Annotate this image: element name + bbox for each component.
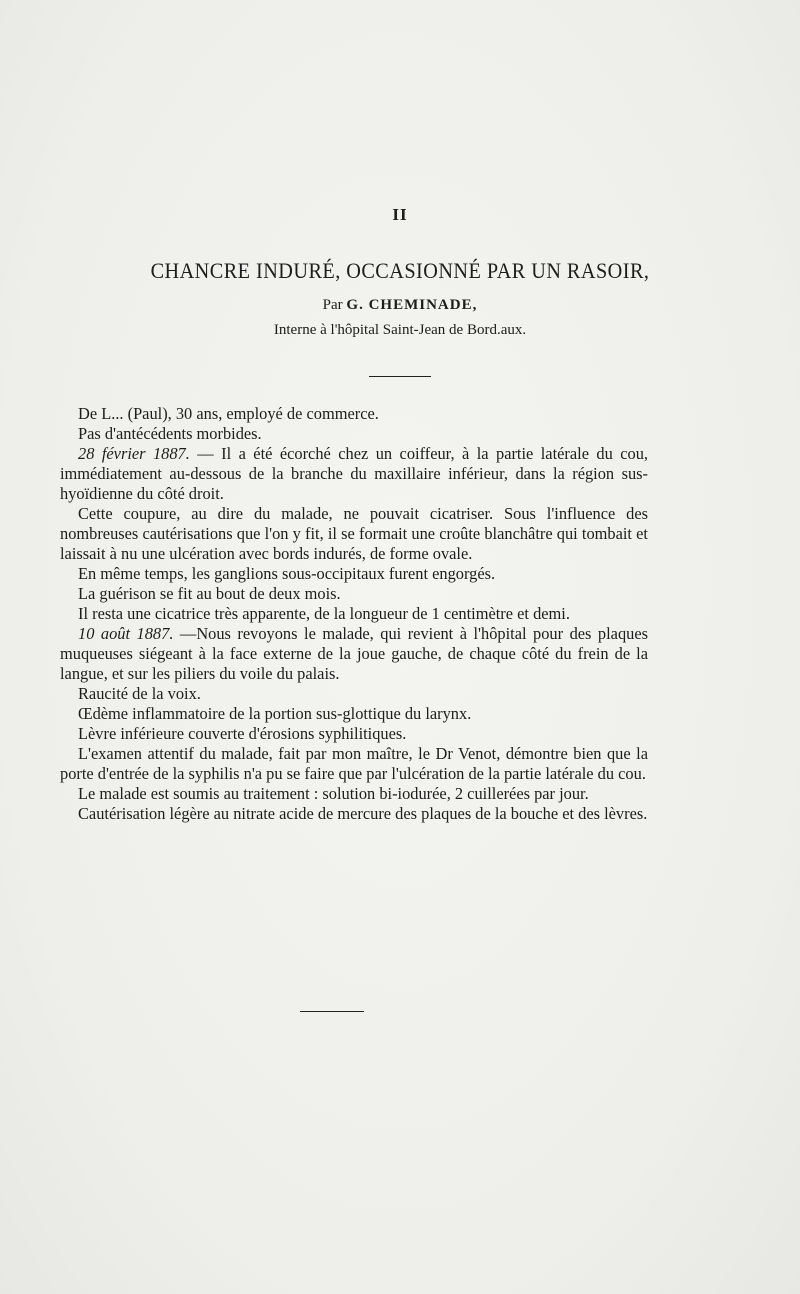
author-affiliation: Interne à l'hôpital Saint-Jean de Bord.aux.	[273, 322, 527, 338]
paragraph	[60, 624, 648, 684]
author-name: G. CHEMINADE,	[346, 297, 478, 313]
paragraph: En même temps, les ganglions sous-occipitaux furent engorgés.	[78, 564, 496, 583]
paragraph: Raucité de la voix.	[78, 684, 201, 703]
paragraph	[60, 444, 648, 504]
byline-prefix: Par	[322, 297, 343, 313]
divider-top	[369, 376, 431, 377]
paragraph: Cette coupure, au dire du malade, ne pouvait cicatriser. Sous l'influence des nombreuses cautérisations que l'on y fit, il se formait une croûte blanchâtre qui tombait et laissait à nu une ulcération avec bords indurés, de forme ovale.	[60, 504, 648, 563]
paragraph: L'examen attentif du malade, fait par mon maître, le Dr Venot, démontre bien que la porte d'entrée de la syphilis n'a pu se faire que par l'ulcération de la partie latérale du cou.	[60, 744, 648, 783]
paragraph: Pas d'antécédents morbides.	[78, 424, 262, 443]
paragraph: Lèvre inférieure couverte d'érosions syphilitiques.	[78, 724, 407, 743]
paragraph-text: — Il a été écorché chez un coiffeur, à la partie latérale du cou, immédiatement au-dessous de la branche du maxillaire inférieur, dans la région sus-hyoïdienne du côté droit.	[60, 444, 649, 503]
article-body	[60, 404, 648, 824]
paragraph-text: —Nous revoyons le malade, qui revient à l'hôpital pour des plaques muqueuses siégeant à la face externe de la joue gauche, de chaque côté du frein de la langue, et sur les piliers du voile du palais.	[60, 624, 648, 683]
paragraph: De L... (Paul), 30 ans, employé de commerce.	[78, 404, 379, 423]
paragraph: Le malade est soumis au traitement : solution bi-iodurée, 2 cuillerées par jour.	[78, 784, 589, 803]
byline	[0, 297, 800, 314]
paragraph: Cautérisation légère au nitrate acide de mercure des plaques de la bouche et des lèvres.	[78, 804, 648, 823]
paragraph: Œdème inflammatoire de la portion sus-glottique du larynx.	[78, 704, 472, 723]
paragraph: Il resta une cicatrice très apparente, de la longueur de 1 centimètre et demi.	[78, 604, 570, 623]
date-label: 10 août 1887.	[78, 624, 174, 643]
paragraph: La guérison se fit au bout de deux mois.	[78, 584, 341, 603]
article-title: CHANCRE INDURÉ, OCCASIONNÉ PAR UN RASOIR,	[150, 258, 650, 283]
divider-bottom	[300, 1011, 364, 1012]
section-number: II	[392, 205, 408, 224]
date-label: 28 février 1887.	[78, 444, 190, 463]
